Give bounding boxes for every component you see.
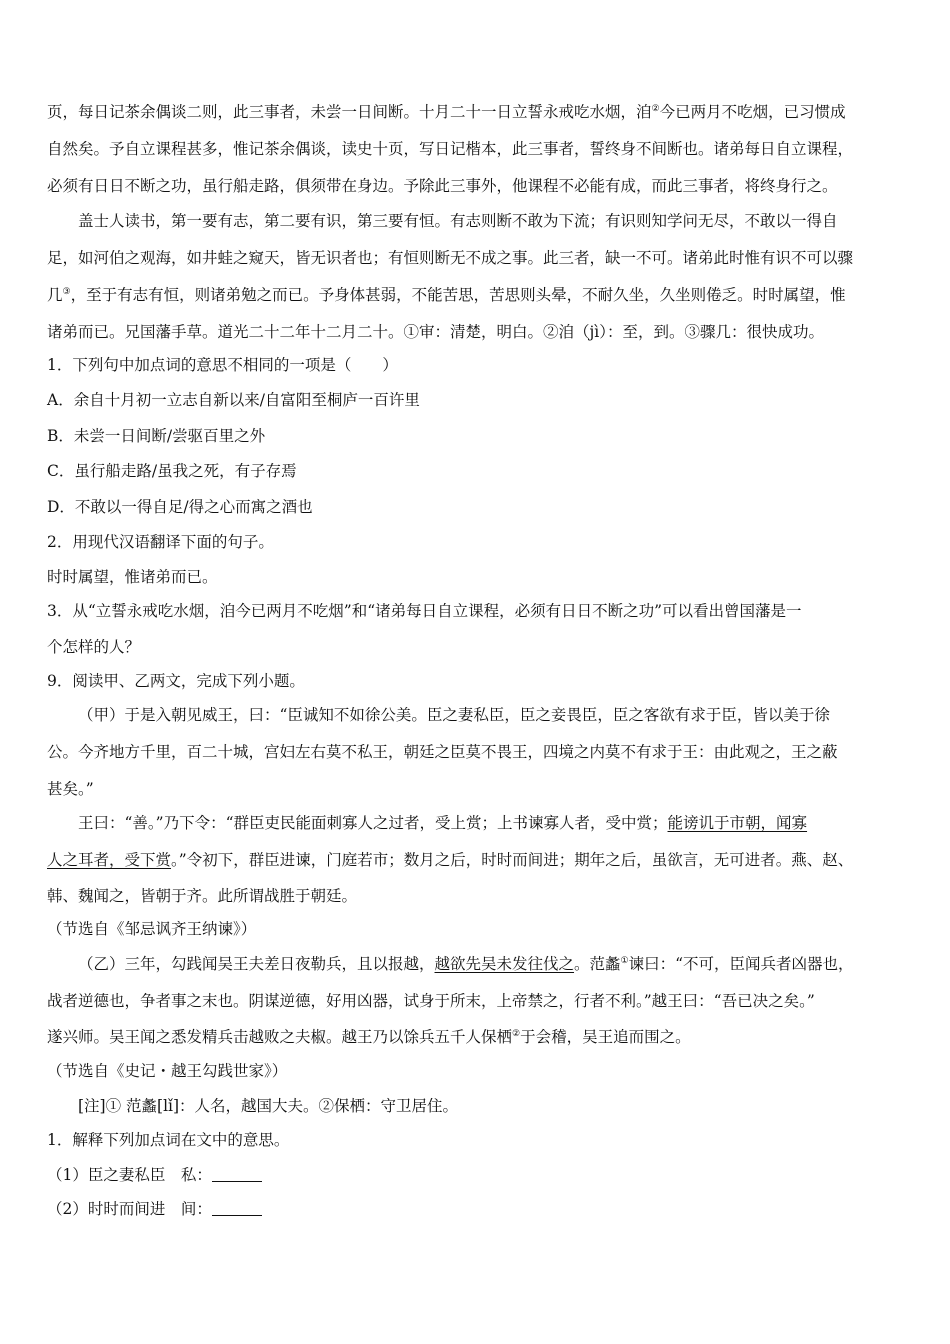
option-d: D．不敢以一得自足/得之心而寓之酒也 [47, 498, 313, 516]
question-9-title: 9．阅读甲、乙两文，完成下列小题。 [47, 672, 305, 690]
passage-jia-line: 人之耳者，受下赏。”令初下，群臣进谏，门庭若市；数月之后，时时而间进；期年之后，虽欲言，无可进者。燕、赵、 [47, 851, 854, 869]
passage-line: 诸弟而已。兄国藩手草。道光二十二年十二月二十。①审：清楚，明白。②洎（jì）：至，到。③骤几：很快成功。 [47, 323, 825, 341]
passage-line: 必须有日日不断之功，虽行船走路，俱须带在身边。予除此三事外，他课程不必能有成，而此三事者，将终身行之。 [47, 177, 838, 195]
passage-jia-line: 甚矣。” [47, 780, 94, 798]
question-1: 1．下列句中加点词的意思不相同的一项是（ ） [47, 356, 398, 374]
passage-jia-source: （节选自《邹忌讽齐王纳谏》） [47, 920, 257, 938]
option-c: C．虽行船走路/虽我之死，有子存焉 [47, 462, 297, 480]
underlined-sentence: 人之耳者，受下赏 [47, 851, 172, 869]
option-a: A．余自十月初一立志自新以来/自富阳至桐庐一百许里 [47, 391, 420, 409]
passage-yi-line: （乙）三年，勾践闻吴王夫差日夜勒兵，且以报越，越欲先吴未发往伐之。范蠡①谏曰：“不可，臣闻兵者凶器也， [78, 955, 854, 973]
question-2-sentence: 时时属望，惟诸弟而已。 [47, 568, 218, 586]
sub-question-1-1: （1）臣之妻私臣 私： [47, 1165, 262, 1185]
passage-yi-line: 遂兴师。吴王闻之悉发精兵击越败之夫椒。越王乃以馀兵五千人保栖②于会稽，吴王追而围之。 [47, 1028, 691, 1046]
sub-question-1: 1．解释下列加点词在文中的意思。 [47, 1131, 290, 1149]
question-2: 2．用现代汉语翻译下面的句子。 [47, 533, 274, 551]
passage-jia-line: 王曰：“善。”乃下令：“群臣吏民能面刺寡人之过者，受上赏；上书谏寡人者，受中赏；能谤讥于市朝，闻寡 [78, 814, 808, 832]
passage-line: 盖士人读书，第一要有志，第二要有识，第三要有恒。有志则断不敢为下流；有识则知学问无尽，不敢以一得自 [78, 212, 838, 230]
passage-line: 几③，至于有志有恒，则诸弟勉之而已。予身体甚弱，不能苦思，苦思则头晕，不耐久坐，久坐则倦乏。时时属望，惟 [47, 286, 846, 304]
underlined-sentence: 能谤讥于市朝，闻寡 [667, 814, 808, 832]
passage-line: 页，每日记茶余偶谈二则，此三事者，未尝一日间断。十月二十一日立誓永戒吃水烟，洎②今已两月不吃烟，已习惯成 [47, 103, 846, 121]
passage-jia-line: 公。今齐地方千里，百二十城，宫妇左右莫不私王，朝廷之臣莫不畏王，四境之内莫不有求于王：由此观之，王之蔽 [47, 743, 838, 761]
sub-question-1-2: （2）时时而间进 间： [47, 1199, 262, 1219]
passage-jia-line: （甲）于是入朝见威王，曰：“臣诚知不如徐公美。臣之妻私臣，臣之妾畏臣，臣之客欲有求于臣，皆以美于徐 [78, 706, 830, 724]
answer-blank[interactable] [212, 1167, 262, 1182]
option-b: B．未尝一日间断/尝驱百里之外 [47, 427, 266, 445]
passage-jia-line: 韩、魏闻之，皆朝于齐。此所谓战胜于朝廷。 [47, 887, 358, 905]
passage-yi-line: 战者逆德也，争者事之末也。阴谋逆德，好用凶器，试身于所末，上帝禁之，行者不利。”越王曰：“吾已决之矣。” [47, 992, 815, 1010]
passage-line: 自然矣。予自立课程甚多，惟记茶余偶谈，读史十页，写日记楷本，此三事者，誓终身不间断也。诸弟每日自立课程， [47, 140, 854, 158]
answer-blank[interactable] [212, 1201, 262, 1216]
underlined-sentence: 越欲先吴未发往伐之 [434, 955, 575, 973]
question-3: 3．从“立誓永戒吃水烟，洎今已两月不吃烟”和“诸弟每日自立课程，必须有日日不断之功”可以看出曾国藩是一 [47, 602, 802, 620]
passage-line: 足，如河伯之观海，如井蛙之窥天，皆无识者也；有恒则断无不成之事。此三者，缺一不可。诸弟此时惟有识不可以骤 [47, 249, 854, 267]
footnote: [注]① 范蠡[lǐ]：人名，越国大夫。②保栖：守卫居住。 [78, 1097, 459, 1115]
question-3-cont: 个怎样的人？ [47, 638, 141, 656]
passage-yi-source: （节选自《史记・越王勾践世家》） [47, 1062, 288, 1080]
